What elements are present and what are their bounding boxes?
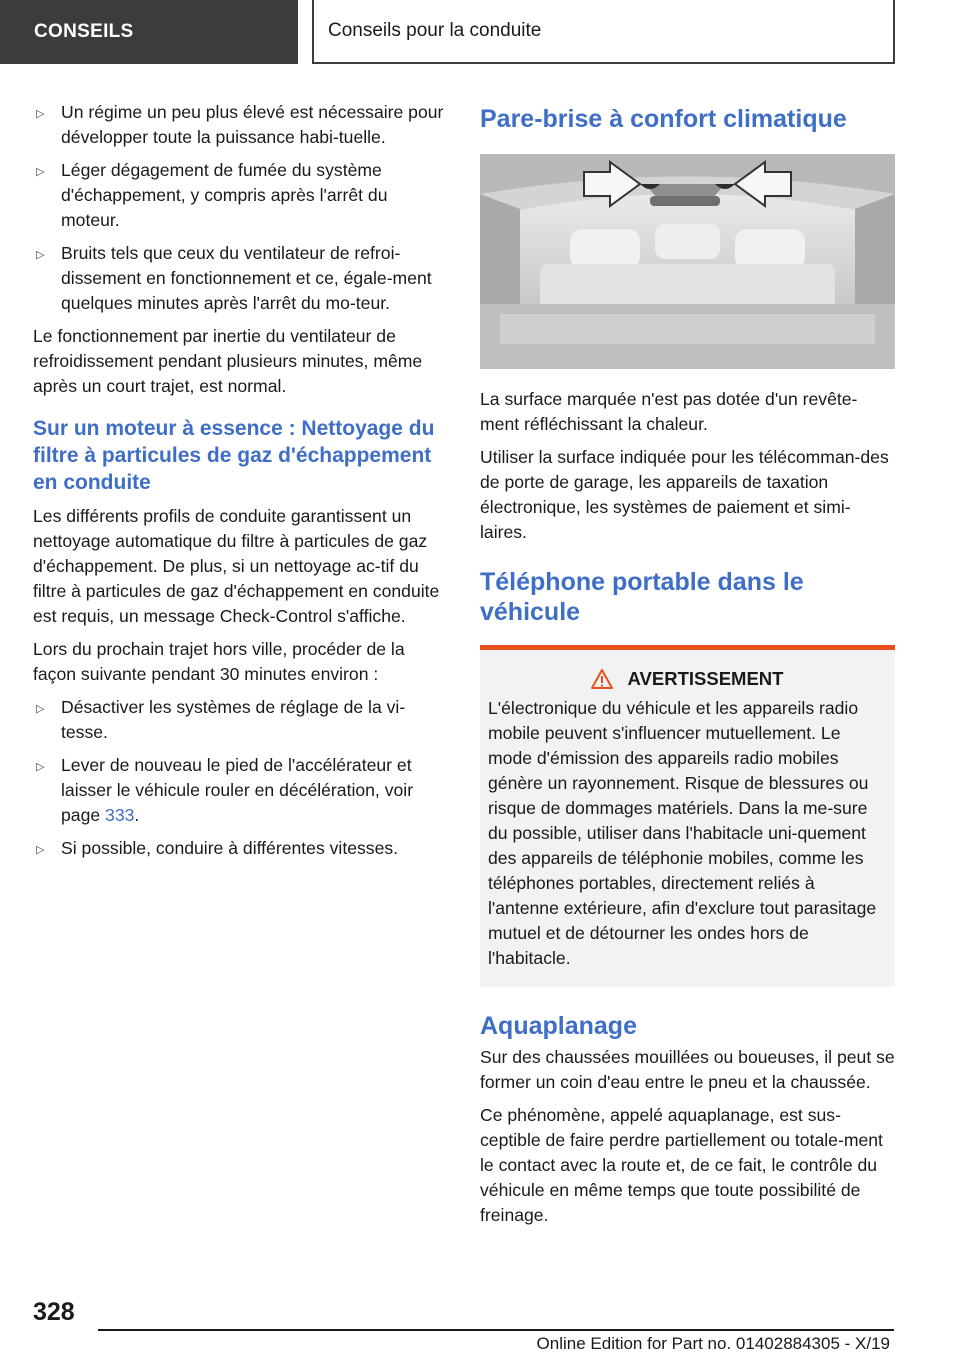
page-number: 328 (33, 1298, 75, 1326)
chapter-title: Conseils pour la conduite (328, 20, 542, 41)
list-item: ▷ Léger dégagement de fumée du système d'échappement, y compris après l'arrêt du moteur. (36, 160, 388, 230)
list-item: ▷ Bruits tels que ceux du ventilateur de refroi-dissement en fonctionnement et ce, égale-ment quelques minutes après l'arrêt du mo-teur. (36, 243, 432, 313)
paragraph: La surface marquée n'est pas dotée d'un revête-ment réfléchissant la chaleur. (480, 389, 858, 434)
section-label: CONSEILS (34, 21, 134, 42)
warning-title: AVERTISSEMENT (627, 668, 784, 689)
section-heading: Téléphone portable dans le véhicule (480, 568, 804, 626)
windshield-illustration (480, 154, 895, 369)
triangle-bullet-icon: ▷ (36, 249, 45, 261)
procedure-list (33, 695, 448, 861)
edition-note: Online Edition for Part no. 01402884305 - X/19 (536, 1334, 890, 1353)
warning-header (488, 668, 885, 690)
section-heading: Sur un moteur à essence : Nettoyage du filtre à particules de gaz d'échappement en conduite (33, 417, 435, 494)
triangle-bullet-icon: ▷ (36, 844, 45, 856)
list-item: ▷ Un régime un peu plus élevé est nécessaire pour développer toute la puissance habi-tuelle. (36, 102, 444, 147)
paragraph: Sur des chaussées mouillées ou boueuses, il peut se former un coin d'eau entre le pneu et la chaussée. (480, 1047, 895, 1092)
paragraph: Le fonctionnement par inertie du ventilateur de refroidissement pendant plusieurs minutes, même après un court trajet, est normal. (33, 326, 423, 396)
section-tab (0, 0, 298, 64)
warning-triangle-icon (590, 668, 614, 690)
footer-divider (98, 1329, 894, 1331)
paragraph: Lors du prochain trajet hors ville, procéder de la façon suivante pendant 30 minutes environ : (33, 639, 405, 684)
warning-box (480, 645, 895, 987)
list-item: ▷ Lever de nouveau le pied de l'accélérateur et laisser le véhicule rouler en décélération, voir page 333. (36, 755, 414, 825)
left-column (33, 100, 448, 869)
triangle-bullet-icon: ▷ (36, 703, 45, 715)
warning-text: L'électronique du véhicule et les appareils radio mobile peuvent s'influencer mutuellement. Le mode d'émission des appareils radio mobiles génère un rayonnement. Risque de blessures ou risque de dommages matériels. Dans la me-sure du possible, utiliser dans l'habitacle uni-quement des appareils de téléphonie mobiles, comme les téléphones portables, directement reliés à l'antenne extérieure, afin d'exclure tout parasitage mutuel et de détourner les ondes hors de l'habitacle. (488, 698, 877, 968)
right-column (480, 104, 895, 1236)
section-heading: Aquaplanage (480, 1012, 637, 1040)
paragraph: Les différents profils de conduite garantissent un nettoyage automatique du filtre à particules de gaz d'échappement. De plus, si un nettoyage ac-tif du filtre à particules de gaz d'échappement en conduite est requis, un message Check-Control s'affiche. (33, 506, 440, 626)
list-item: ▷ Désactiver les systèmes de réglage de la vi-tesse. (36, 697, 406, 742)
paragraph: Utiliser la surface indiquée pour les télécomman-des de porte de garage, les appareils de taxation électronique, les systèmes de paiement et simi-laires. (480, 447, 889, 542)
page-link[interactable]: 333 (105, 805, 135, 825)
paragraph: Ce phénomène, appelé aquaplanage, est sus-ceptible de faire perdre partiellement ou totale-ment le contact avec la route et, de ce fait, le contrôle du véhicule en même temps que toute possibilité de freinage. (480, 1105, 883, 1225)
triangle-bullet-icon: ▷ (36, 761, 45, 773)
symptom-list (33, 100, 448, 316)
car-interior-image (480, 154, 895, 369)
list-item: ▷ Si possible, conduire à différentes vitesses. (33, 836, 448, 861)
triangle-bullet-icon: ▷ (36, 108, 45, 120)
page-header-title (312, 0, 895, 64)
triangle-bullet-icon: ▷ (36, 166, 45, 178)
section-heading: Pare-brise à confort climatique (480, 105, 847, 133)
